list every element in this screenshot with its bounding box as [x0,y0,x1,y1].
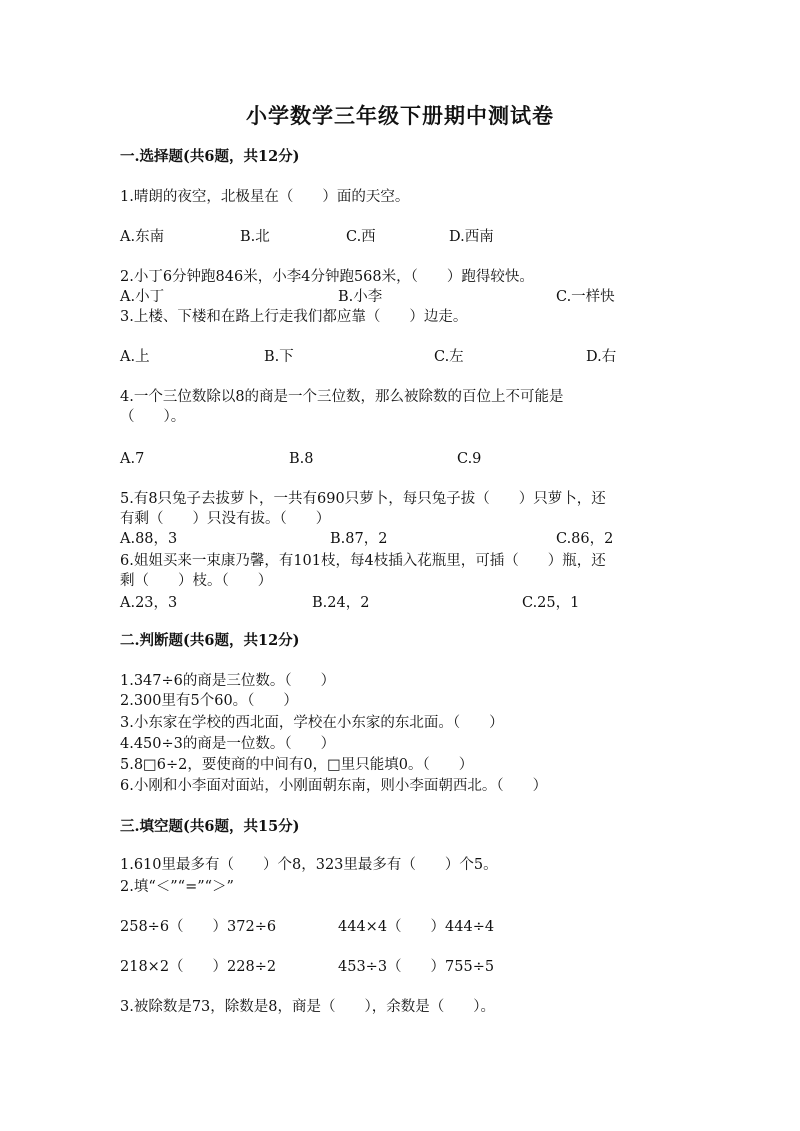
question-text: 1.晴朗的夜空，北极星在（ ）面的天空。 [120,189,410,205]
statement-text: 6.小刚和小李面对面站，小刚面朝东南，则小李面朝西北。（ ） [120,778,548,794]
question-text: 3.上楼、下楼和在路上行走我们都应靠（ ）边走。 [120,309,468,325]
fill-question-text: 3.被除数是73，除数是8，商是（ ），余数是（ ）。 [120,999,496,1015]
option-d: D.右 [586,349,617,365]
option-a: A.小丁 [120,289,165,305]
option-c: C.86，2 [556,531,614,547]
question-text: 2.小丁6分钟跑846米，小李4分钟跑568米，（ ）跑得较快。 [120,269,534,285]
option-b: B.87，2 [330,531,388,547]
question-text: 6.姐姐买来一束康乃馨，有101枝，每4枝插入花瓶里，可插（ ）瓶，还 [120,553,606,569]
option-c: C.9 [457,451,482,467]
question-text: 4.一个三位数除以8的商是一个三位数，那么被除数的百位上不可能是 [120,389,564,405]
question-text-continued: 剩（ ）枝。（ ） [120,573,273,589]
option-c: C.西 [346,229,376,245]
comparison-item: 218×2（ ）228÷2 [120,959,277,975]
option-c: C.左 [434,349,464,365]
fill-question-text: 2.填“＜”“=”“＞” [120,879,234,895]
option-d: D.西南 [449,229,494,245]
page-title: 小学数学三年级下册期中测试卷 [246,103,554,128]
comparison-item: 258÷6（ ）372÷6 [120,919,277,935]
option-b: B.小李 [338,289,383,305]
option-a: A.7 [120,451,145,467]
option-a: A.上 [120,349,150,365]
fill-question-text: 1.610里最多有（ ）个8，323里最多有（ ）个5。 [120,857,498,873]
question-text-continued: （ ）。 [120,409,186,425]
statement-text: 2.300里有5个60。（ ） [120,693,298,709]
option-b: B.24，2 [312,595,370,611]
option-b: B.北 [240,229,270,245]
statement-text: 3.小东家在学校的西北面，学校在小东家的东北面。（ ） [120,715,504,731]
statement-text: 5.8□6÷2，要使商的中间有0，□里只能填0。（ ） [120,757,474,773]
comparison-item: 453÷3（ ）755÷5 [338,959,495,975]
question-text-continued: 有剩（ ）只没有拔。（ ） [120,511,331,527]
option-c: C.一样快 [556,289,615,305]
section-heading-fill-in: 三.填空题(共6题，共15分) [120,818,300,835]
option-c: C.25，1 [522,595,580,611]
section-heading-choice: 一.选择题(共6题，共12分) [120,148,300,165]
comparison-item: 444×4（ ）444÷4 [338,919,495,935]
option-b: B.下 [264,349,294,365]
option-a: A.东南 [120,229,165,245]
section-heading-judgement: 二.判断题(共6题，共12分) [120,632,300,649]
statement-text: 1.347÷6的商是三位数。（ ） [120,673,336,689]
statement-text: 4.450÷3的商是一位数。（ ） [120,736,336,752]
option-a: A.88，3 [120,531,178,547]
option-a: A.23，3 [120,595,178,611]
question-text: 5.有8只兔子去拔萝卜，一共有690只萝卜，每只兔子拔（ ）只萝卜，还 [120,491,606,507]
option-b: B.8 [289,451,314,467]
